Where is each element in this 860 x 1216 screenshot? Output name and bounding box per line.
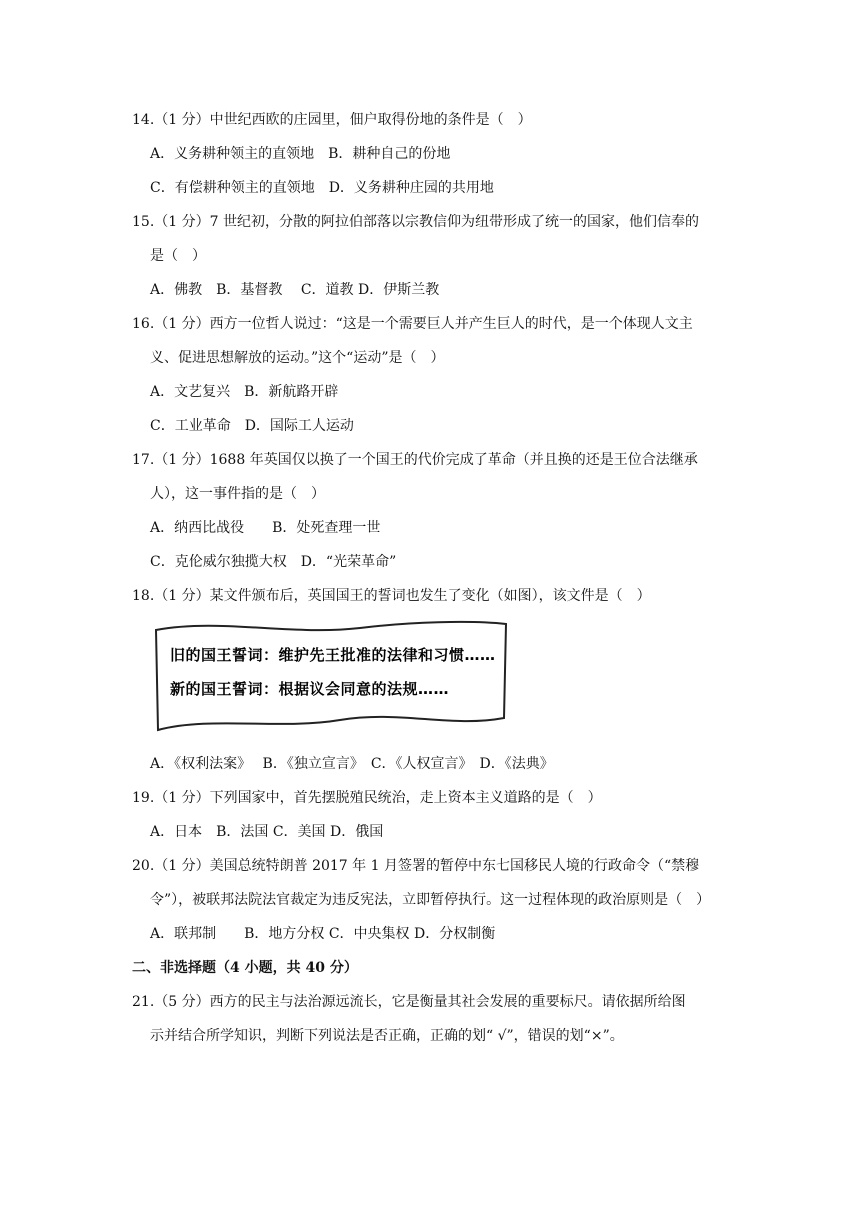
scroll-frame-icon bbox=[150, 616, 512, 738]
question-14-options-row-2: C．有偿耕种领主的直领地 D．义务耕种庄园的共用地 bbox=[150, 180, 494, 196]
question-21-stem: 21.（5 分）西方的民主与法治源远流长，它是衡量其社会发展的重要标尺。请依据所给图 bbox=[132, 994, 686, 1010]
question-18-options: A．《权利法案》 B．《独立宣言》 C．《人权宣言》 D．《法典》 bbox=[150, 756, 554, 772]
question-15-stem: 15.（1 分）7 世纪初，分散的阿拉伯部落以宗教信仰为纽带形成了统一的国家，他们信奉的 bbox=[132, 214, 699, 230]
question-17-stem-continued: 人），这一事件指的是（ ） bbox=[150, 486, 325, 502]
question-20-stem-continued: 令”），被联邦法院法官裁定为违反宪法，立即暂停执行。这一过程体现的政治原则是（ ） bbox=[150, 892, 711, 908]
figure-new-oath-line: 新的国王誓词：根据议会同意的法规…… bbox=[170, 680, 450, 698]
question-17-stem: 17.（1 分）1688 年英国仅以换了一个国王的代价完成了革命（并且换的还是王位合法继承 bbox=[132, 452, 698, 468]
question-19-stem: 19.（1 分）下列国家中，首先摆脱殖民统治，走上资本主义道路的是（ ） bbox=[132, 790, 602, 806]
question-21-stem-continued: 示并结合所学知识，判断下列说法是否正确，正确的划“ √”，错误的划“×”。 bbox=[150, 1028, 624, 1044]
question-16-stem-continued: 义、促进思想解放的运动。”这个“运动”是（ ） bbox=[150, 350, 445, 366]
question-16-stem: 16.（1 分）西方一位哲人说过：“这是一个需要巨人并产生巨人的时代，是一个体现人文主 bbox=[132, 316, 693, 332]
question-16-options-row-1: A．文艺复兴 B．新航路开辟 bbox=[150, 384, 339, 400]
question-17-options-row-1: A．纳西比战役 B．处死查理一世 bbox=[150, 520, 381, 536]
question-14-options-row-1: A．义务耕种领主的直领地 B．耕种自己的份地 bbox=[150, 146, 451, 162]
question-17-options-row-2: C．克伦威尔独揽大权 D．“光荣革命” bbox=[150, 554, 397, 570]
figure-old-oath-line: 旧的国王誓词：维护先王批准的法律和习惯…… bbox=[170, 646, 496, 664]
question-15-stem-continued: 是（ ） bbox=[150, 248, 206, 264]
section-2-heading: 二、非选择题（4 小题，共 40 分） bbox=[132, 960, 358, 976]
question-16-options-row-2: C．工业革命 D．国际工人运动 bbox=[150, 418, 354, 434]
question-19-options: A．日本 B．法国 C．美国 D．俄国 bbox=[150, 824, 384, 840]
question-20-stem: 20.（1 分）美国总统特朗普 2017 年 1 月签署的暂停中东七国移民人境的行政命令（“禁穆 bbox=[132, 858, 700, 874]
question-18-stem: 18.（1 分）某文件颁布后，英国国王的誓词也发生了变化（如图），该文件是（ ） bbox=[132, 588, 651, 604]
question-20-options: A．联邦制 B．地方分权 C．中央集权 D．分权制衡 bbox=[150, 926, 496, 942]
question-14-stem: 14.（1 分）中世纪西欧的庄园里，佃户取得份地的条件是（ ） bbox=[132, 112, 532, 128]
question-15-options: A．佛教 B．基督教 C．道教 D．伊斯兰教 bbox=[150, 282, 440, 298]
oath-scroll-figure bbox=[150, 616, 512, 738]
